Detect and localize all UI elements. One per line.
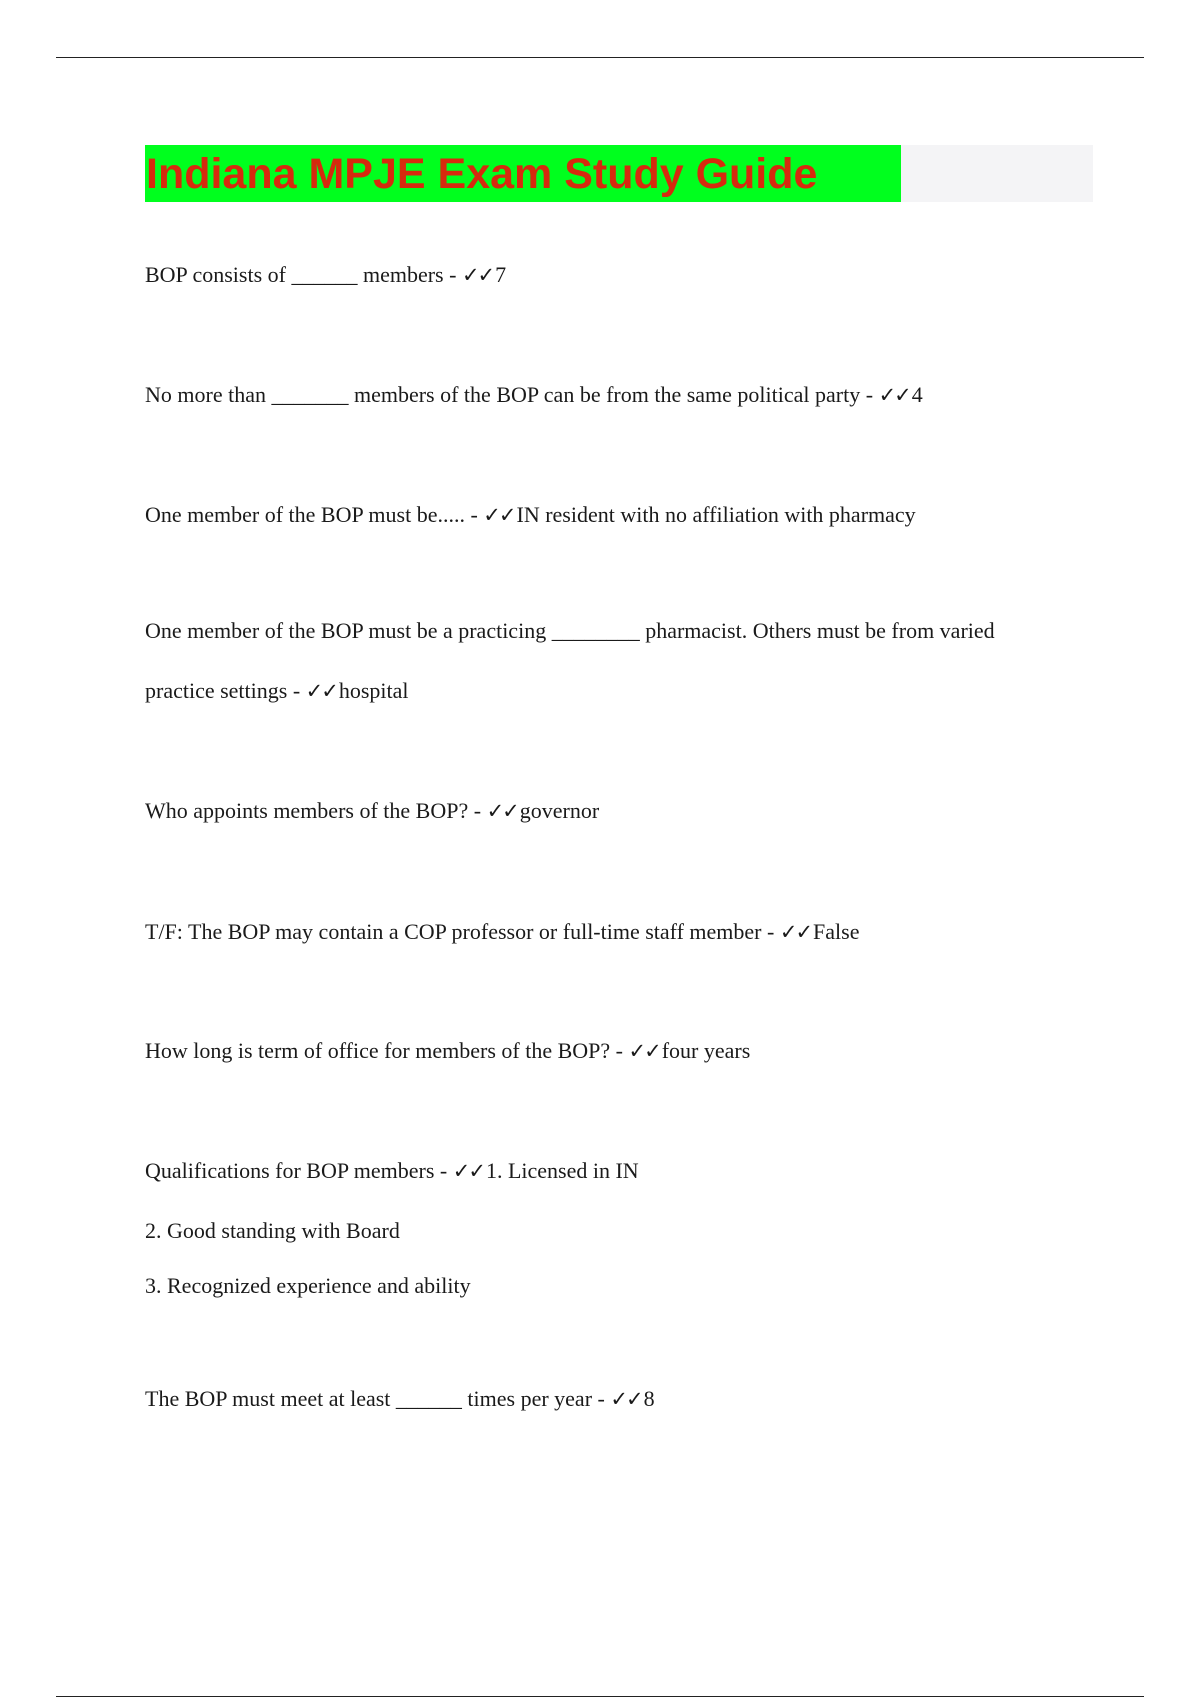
answer-text: IN resident with no affiliation with pharmacy [516, 502, 916, 527]
separator: - [610, 1038, 629, 1063]
answer-text-continued: 2. Good standing with Board [145, 1218, 400, 1243]
check-icon: ✓✓ [461, 263, 494, 287]
qa-line [145, 1156, 1105, 1186]
check-icon: ✓✓ [610, 1387, 642, 1411]
answer-text: 7 [495, 262, 507, 287]
qa-line [145, 260, 1105, 290]
qa-item-3 [145, 500, 1105, 530]
answer-text: governor [519, 798, 600, 823]
qa-line [145, 1384, 1105, 1414]
question-text: One member of the BOP must be..... [145, 502, 465, 527]
bottom-rule [56, 1696, 1144, 1697]
separator: - [468, 798, 487, 823]
answer-text: 1. Licensed in IN [485, 1158, 639, 1183]
qa-item-7 [145, 1036, 1105, 1066]
qa-line [145, 917, 1105, 947]
qa-line [145, 1216, 1105, 1246]
question-text: Qualifications for BOP members [145, 1158, 435, 1183]
question-text: The BOP must meet at least ______ times per year [145, 1386, 593, 1411]
question-text: How long is term of office for members of the BOP? [145, 1038, 611, 1063]
qa-item-8 [145, 1156, 1105, 1301]
check-icon: ✓✓ [628, 1039, 660, 1063]
qa-line [145, 1036, 1105, 1066]
qa-line [145, 796, 1105, 826]
qa-line [145, 676, 1105, 706]
qa-item-6 [145, 917, 1105, 947]
qa-line [145, 380, 1105, 410]
separator: - [443, 262, 462, 287]
answer-text: four years [661, 1038, 751, 1063]
top-rule [56, 57, 1144, 58]
check-icon: ✓✓ [878, 383, 910, 407]
qa-item-1 [145, 260, 1105, 290]
check-icon: ✓✓ [779, 920, 812, 944]
answer-text-continued: 3. Recognized experience and ability [145, 1273, 471, 1298]
separator: - [287, 678, 306, 703]
question-text: T/F: The BOP may contain a COP professor or full-time staff member [145, 919, 762, 944]
answer-text: hospital [338, 678, 409, 703]
qa-item-5 [145, 796, 1105, 826]
question-text: No more than _______ members of the BOP can be from the same political party [145, 382, 861, 407]
answer-text: 4 [911, 382, 923, 407]
question-text: Who appoints members of the BOP? [145, 798, 469, 823]
separator: - [860, 382, 879, 407]
qa-line [145, 500, 1105, 530]
check-icon: ✓✓ [486, 799, 518, 823]
question-text: BOP consists of ______ members [145, 262, 444, 287]
answer-text: 8 [643, 1386, 655, 1411]
page-title: Indiana MPJE Exam Study Guide [146, 150, 818, 198]
qa-line [145, 1271, 1105, 1301]
qa-line [145, 616, 1105, 646]
separator: - [464, 502, 484, 527]
title-banner [145, 145, 1093, 202]
question-text-continued: practice settings [145, 678, 288, 703]
separator: - [434, 1158, 453, 1183]
question-text: One member of the BOP must be a practicing ________ pharmacist. Others must be from varied [145, 618, 995, 643]
qa-item-4 [145, 616, 1105, 706]
check-icon: ✓✓ [452, 1159, 484, 1183]
qa-item-9 [145, 1384, 1105, 1414]
answer-text: False [813, 919, 860, 944]
check-icon: ✓✓ [483, 503, 515, 527]
check-icon: ✓✓ [305, 679, 337, 703]
qa-item-2 [145, 380, 1105, 410]
separator: - [761, 919, 780, 944]
separator: - [592, 1386, 611, 1411]
